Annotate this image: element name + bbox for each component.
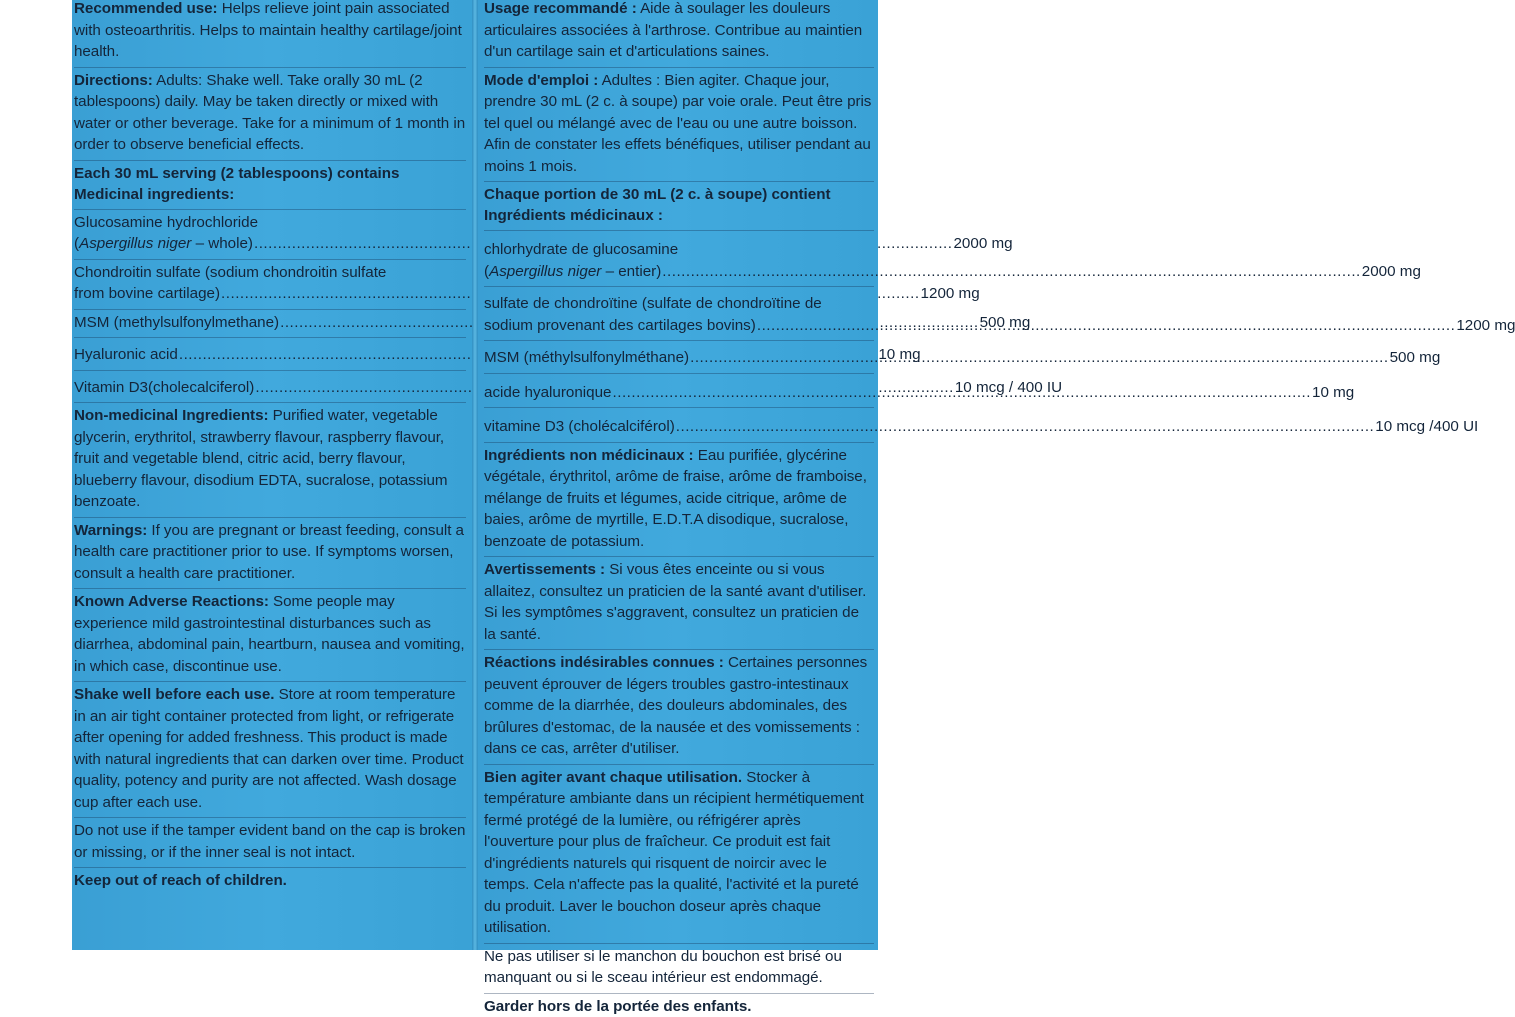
divider xyxy=(484,286,874,287)
ingredient-item xyxy=(74,312,466,334)
ingredient-name: chlorhydrate de glucosamine xyxy=(484,239,874,261)
warnings-text-fr: Si vous êtes enceinte ou si vous allaitez, consultez un praticien de la santé avant d'utiliser. Si les symptômes s'aggravent, consultez un praticien de la santé. xyxy=(484,561,866,643)
tamper-section xyxy=(74,820,466,863)
ingredient-name-cont: sodium provenant des cartilages bovins) xyxy=(484,315,756,337)
english-label-panel xyxy=(72,0,472,950)
ingredient-name: acide hyaluronique xyxy=(484,382,612,404)
divider xyxy=(74,817,466,818)
ingredient-amount: 10 mcg / 400 IU xyxy=(955,377,1062,399)
divider xyxy=(484,407,874,408)
directions-label: Directions: xyxy=(74,72,153,89)
ingredient-amount: 2000 mg xyxy=(1362,261,1421,283)
warnings-label-fr: Avertissements : xyxy=(484,561,605,578)
storage-text: Store at room temperature in an air tight container protected from light, or refrigerate after opening for added freshness. This product is made with natural ingredients that can darken over time. Product quality, potency and purity are not affected. Wash dosage cup after each use. xyxy=(74,686,464,811)
warnings-label: Warnings: xyxy=(74,522,147,539)
ingredient-item xyxy=(484,239,874,282)
medicinal-heading-fr: Ingrédients médicinaux : xyxy=(484,205,874,226)
ingredient-item xyxy=(74,377,466,399)
recommended-use-text-fr: Aide à soulager les douleurs articulaires associées à l'arthrose. Contribue au maintien d'un cartilage sain et d'articulations saines. xyxy=(484,0,862,60)
divider xyxy=(484,442,874,443)
serving-heading-fr: Chaque portion de 30 mL (2 c. à soupe) contient xyxy=(484,184,874,205)
ingredient-list xyxy=(74,212,466,399)
non-medicinal-section-fr xyxy=(484,445,874,553)
paren-open: ( xyxy=(484,263,489,280)
directions-text: Adults: Shake well. Take orally 30 mL (2 tablespoons) daily. May be taken directly or mixed with water or other beverage. Take for a minimum of 1 month in order to observe beneficial effects. xyxy=(74,72,465,154)
serving-heading: Each 30 mL serving (2 tablespoons) contains xyxy=(74,163,466,184)
recommended-use-text: Helps relieve joint pain associated with osteoarthritis. Helps to maintain healthy cartilage/joint health. xyxy=(74,0,462,60)
ingredient-amount: 500 mg xyxy=(1390,347,1441,369)
dot-leader xyxy=(676,416,1375,438)
ingredient-name-cont: from bovine cartilage) xyxy=(74,283,220,305)
ingredient-source-species: Aspergillus niger xyxy=(489,263,601,280)
ingredient-source xyxy=(484,261,661,283)
keep-out-section-fr xyxy=(484,996,874,1017)
ingredient-name: vitamine D3 (cholécalciférol) xyxy=(484,416,675,438)
ingredient-name: MSM (méthylsulfonylméthane) xyxy=(484,347,689,369)
ingredient-amount: 500 mg xyxy=(980,312,1031,334)
ingredient-amount: 10 mcg /400 UI xyxy=(1375,416,1478,438)
divider xyxy=(74,370,466,371)
ingredient-name: Hyaluronic acid xyxy=(74,344,178,366)
warnings-section xyxy=(74,520,466,585)
ingredient-source-part: – entier) xyxy=(601,263,661,280)
dot-leader xyxy=(613,382,1312,404)
directions-text-fr: Adultes : Bien agiter. Chaque jour, prendre 30 mL (2 c. à soupe) par voie orale. Peut être pris tel quel ou mélangé avec de l'eau ou une autre boisson. Afin de constater les effets bénéfiques, utiliser pendant au moins 1 mois. xyxy=(484,72,871,175)
ingredient-amount: 1200 mg xyxy=(1456,315,1515,337)
divider xyxy=(74,67,466,68)
divider xyxy=(74,209,466,210)
ingredient-item xyxy=(484,382,874,404)
adverse-reactions-section-fr xyxy=(484,652,874,760)
keep-out-section xyxy=(74,870,466,892)
divider xyxy=(484,181,874,182)
divider xyxy=(484,373,874,374)
keep-out-text-fr: Garder hors de la portée des enfants. xyxy=(484,996,874,1017)
non-medicinal-label: Non-medicinal Ingredients: xyxy=(74,407,268,424)
ingredient-source-part: – whole) xyxy=(191,235,253,252)
ingredient-item xyxy=(484,416,874,438)
non-medicinal-text: Purified water, vegetable glycerin, erythritol, strawberry flavour, raspberry flavour, fruit and vegetable blend, citric acid, berry flavour, blueberry flavour, disodium EDTA, sucralose, potassium benzoate. xyxy=(74,407,448,510)
ingredient-amount: 2000 mg xyxy=(953,233,1012,255)
dot-leader xyxy=(757,315,1456,337)
ingredient-name: Glucosamine hydrochloride xyxy=(74,212,466,234)
ingredient-amount: 10 mg xyxy=(878,344,920,366)
ingredient-name: sulfate de chondroïtine (sulfate de chondroïtine de xyxy=(484,293,874,315)
shake-well-label-fr: Bien agiter avant chaque utilisation. xyxy=(484,769,742,786)
warnings-section-fr xyxy=(484,559,874,645)
divider xyxy=(484,556,874,557)
divider xyxy=(74,309,466,310)
divider xyxy=(484,67,874,68)
ingredient-amount: 1200 mg xyxy=(921,283,980,305)
ingredient-list-fr xyxy=(484,239,874,438)
recommended-use-section xyxy=(74,0,466,63)
divider xyxy=(74,337,466,338)
recommended-use-label: Recommended use: xyxy=(74,0,218,17)
tamper-text-fr: Ne pas utiliser si le manchon du bouchon est brisé ou manquant ou si le sceau intérieur est endommagé. xyxy=(484,946,874,989)
adverse-reactions-label-fr: Réactions indésirables connues : xyxy=(484,654,724,671)
tamper-text: Do not use if the tamper evident band on the cap is broken or missing, or if the inner seal is not intact. xyxy=(74,820,466,863)
divider xyxy=(74,259,466,260)
divider xyxy=(484,764,874,765)
ingredient-item xyxy=(484,293,874,336)
non-medicinal-section xyxy=(74,405,466,513)
non-medicinal-text-fr: Eau purifiée, glycérine végétale, érythritol, arôme de fraise, arôme de framboise, mélange de fruits et légumes, acide citrique, arôme de baies, arôme de myrtille, E.D.T.A disodique, sucralose, benzoate de potassium. xyxy=(484,447,867,550)
divider xyxy=(74,160,466,161)
recommended-use-section-fr xyxy=(484,0,874,63)
warnings-text: If you are pregnant or breast feeding, consult a health care practitioner prior to use. If symptoms worsen, consult a health care practitioner. xyxy=(74,522,464,582)
ingredient-source xyxy=(74,233,253,255)
ingredient-item xyxy=(74,344,466,366)
ingredient-source-species: Aspergillus niger xyxy=(79,235,191,252)
directions-label-fr: Mode d'emploi : xyxy=(484,72,598,89)
ingredient-name: Chondroitin sulfate (sodium chondroitin sulfate xyxy=(74,262,466,284)
ingredient-name: MSM (methylsulfonylmethane) xyxy=(74,312,279,334)
keep-out-text: Keep out of reach of children. xyxy=(74,870,466,892)
divider xyxy=(74,402,466,403)
divider xyxy=(484,340,874,341)
storage-section-fr xyxy=(484,767,874,939)
recommended-use-label-fr: Usage recommandé : xyxy=(484,0,637,17)
directions-section-fr xyxy=(484,70,874,178)
shake-well-label: Shake well before each use. xyxy=(74,686,274,703)
paren-open: ( xyxy=(74,235,79,252)
divider xyxy=(74,588,466,589)
ingredient-item xyxy=(484,347,874,369)
dot-leader xyxy=(662,261,1361,283)
storage-section xyxy=(74,684,466,813)
adverse-reactions-text: Some people may experience mild gastrointestinal disturbances such as diarrhea, abdominal pain, heartburn, nausea and vomiting, in which case, discontinue use. xyxy=(74,593,465,675)
directions-section xyxy=(74,70,466,156)
divider xyxy=(484,993,874,994)
adverse-reactions-section xyxy=(74,591,466,677)
french-label-panel xyxy=(478,0,878,950)
dot-leader xyxy=(690,347,1389,369)
ingredient-item xyxy=(74,262,466,305)
tamper-section-fr xyxy=(484,946,874,989)
adverse-reactions-text-fr: Certaines personnes peuvent éprouver de légers troubles gastro-intestinaux comme de la diarrhée, des douleurs abdominales, des brûlures d'estomac, de la nausée et des vomissements : dans ce cas, arrêter d'utiliser. xyxy=(484,654,867,757)
divider xyxy=(484,943,874,944)
medicinal-heading: Medicinal ingredients: xyxy=(74,184,466,205)
adverse-reactions-label: Known Adverse Reactions: xyxy=(74,593,269,610)
ingredient-name: Vitamin D3(cholecalciferol) xyxy=(74,377,254,399)
divider xyxy=(484,230,874,231)
divider xyxy=(74,517,466,518)
storage-text-fr: Stocker à température ambiante dans un récipient hermétiquement fermé protégé de la lumière, ou réfrigérer après l'ouverture pour plus de fraîcheur. Ce produit est fait d'ingrédients naturels qui risquent de noircir avec le temps. Cela n'affecte pas la qualité, l'activité et la pureté du produit. Laver le bouchon doseur après chaque utilisation. xyxy=(484,769,864,937)
non-medicinal-label-fr: Ingrédients non médicinaux : xyxy=(484,447,694,464)
divider xyxy=(484,649,874,650)
divider xyxy=(74,681,466,682)
ingredient-item xyxy=(74,212,466,255)
ingredient-amount: 10 mg xyxy=(1312,382,1354,404)
divider xyxy=(74,867,466,868)
